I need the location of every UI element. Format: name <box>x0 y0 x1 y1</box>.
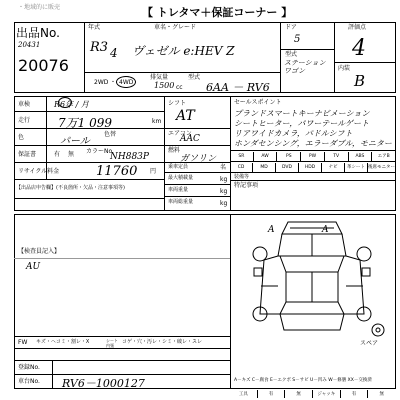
mileage-label: 走行 <box>18 117 31 124</box>
selling-point-line: リアワイドカメラ，パドルシフト <box>234 129 353 138</box>
type-code: 6AA － RV6 <box>206 81 270 94</box>
vline <box>280 22 281 92</box>
hline <box>14 348 230 349</box>
drive-4wd: 4WD <box>119 79 134 86</box>
equipment-cell: 革シート <box>344 163 367 172</box>
hline <box>14 360 230 361</box>
equipment-cell: 後席モニター <box>368 165 395 170</box>
equipment-cell: HDD <box>298 163 321 172</box>
total-unit: kg <box>220 200 228 207</box>
vline <box>14 214 15 336</box>
equipment-cell: ABS <box>348 152 372 161</box>
vline <box>52 360 53 388</box>
door-label: ドア <box>285 24 297 31</box>
equipment-cell: MD <box>252 163 275 172</box>
inspection-circle <box>58 97 72 108</box>
equipment-cell: AW <box>253 152 277 161</box>
damage-mark: A <box>268 225 275 235</box>
hline <box>14 111 164 112</box>
equipment-cell: エアB <box>371 152 395 161</box>
vline <box>84 22 85 92</box>
interior-label: 内装 <box>338 65 351 72</box>
capacity-label: 乗車定員 <box>168 164 189 170</box>
notes-title: 特記事項 <box>234 182 259 189</box>
total-label: 車両総重量 <box>168 199 194 205</box>
car-month: 4 <box>110 46 118 60</box>
lot-label: 出品No. <box>16 26 60 40</box>
registration-label: 登録No. <box>18 364 40 371</box>
fw-label: FW <box>18 339 28 346</box>
vline <box>395 22 396 92</box>
car-outline <box>253 222 384 336</box>
chassis-no-label: 車台No. <box>18 378 40 385</box>
hline <box>14 210 396 211</box>
tools-cell: 有 <box>340 390 368 398</box>
grade-label: 評価点 <box>348 24 367 31</box>
hline <box>280 49 334 50</box>
hline <box>164 196 230 197</box>
ac-value: AAC <box>180 134 200 144</box>
vline <box>334 22 335 92</box>
color-code-label: カラーNo. <box>86 148 114 155</box>
selling-point-line: ホンダセンシング，エラーダブル，モニター <box>234 139 392 148</box>
equipment-row-1 <box>230 152 395 161</box>
tools-cell: 無 <box>284 390 312 398</box>
warranty-no: 無 <box>68 151 75 158</box>
inspector-hline <box>14 258 230 259</box>
vline <box>14 336 15 388</box>
spare-label: スペア <box>360 340 379 347</box>
km-unit: km <box>152 118 162 125</box>
yen-unit: 円 <box>150 168 157 175</box>
inspection-value: R6年 / 月 <box>54 100 89 109</box>
car-model: ヴェゼル e:HEV Z <box>132 44 235 58</box>
fuel-value: ガソリン <box>180 154 217 164</box>
recycle-label: リサイクル料金 <box>18 168 60 175</box>
load-unit: kg <box>220 176 228 183</box>
interior-grade: B <box>354 72 366 90</box>
seat-options: コゲ・穴・汚レ・シミ・破レ・スレ <box>122 339 203 345</box>
chassis-no-value: RV6－1000127 <box>62 377 145 390</box>
hline <box>14 22 396 23</box>
hline <box>230 161 395 162</box>
inspector-title: 【検査員記入】 <box>18 248 61 255</box>
chassis-label: 型式 <box>285 51 298 58</box>
selling-point-line: プランドスマートキーナビメーション <box>234 109 370 118</box>
shift-label: シフト <box>168 100 187 107</box>
displacement-label: 排気量 <box>150 74 169 81</box>
tools-cell: 有 <box>257 390 285 398</box>
cc-unit: cc <box>176 84 183 91</box>
chassis-text: ステーション ワゴン <box>284 59 326 75</box>
notes-label: 装備等 <box>234 174 250 180</box>
lot-sub-id: 20431 <box>18 41 41 49</box>
equipment-cell: SR <box>238 154 245 159</box>
hline <box>334 62 395 63</box>
warranty-yes: 有 <box>54 151 61 158</box>
banner-title: 【 トレタマ＋保証コーナー 】 <box>142 6 293 19</box>
equipment-cell: PS <box>276 152 300 161</box>
equipment-cell: DVD <box>275 163 298 172</box>
damage-legend: A－キズ C－腐食 E－エクボ S－サビ U－凹み W－修膳 XX－交換済 <box>234 378 372 383</box>
color-value: パール <box>60 136 90 147</box>
hline <box>14 179 164 180</box>
warranty-label: 保証書 <box>18 151 37 158</box>
inspector-note: AU <box>26 262 41 272</box>
vline <box>14 96 15 210</box>
year-label: 年式 <box>88 24 101 31</box>
car-damage-diagram <box>230 214 395 338</box>
hline <box>164 128 230 129</box>
selling-point-line: シートヒーター，パワーテールゲート <box>234 119 370 128</box>
selling-points-label: セールスポイント <box>234 99 282 106</box>
weight-label: 車両重量 <box>168 187 189 193</box>
hline <box>164 172 230 173</box>
drive-2wd: 2WD <box>94 79 109 86</box>
hline <box>230 172 395 173</box>
hline <box>84 72 280 73</box>
seat-label: シート 内張 <box>106 338 118 348</box>
vline <box>164 96 165 210</box>
color-code-value: NH883P <box>110 152 149 162</box>
hline <box>14 336 230 337</box>
hline <box>164 145 230 146</box>
equipment-cell: CD <box>237 165 245 170</box>
fw-options: キズ・ヘコミ・割レ・X <box>36 339 90 345</box>
name-label: 車名・グレード <box>154 24 197 31</box>
hline <box>164 184 230 185</box>
tools-cell: 工具 <box>238 392 248 397</box>
displacement-value: 1500 <box>154 81 175 90</box>
tools-cell: ジャッキ <box>312 390 340 398</box>
equipment-cell: ナビ <box>321 163 344 172</box>
mileage-value: 7万1 099 <box>58 116 112 130</box>
door-value: 5 <box>294 34 301 45</box>
inspection-label: 車検 <box>18 101 31 108</box>
grade-value: 4 <box>352 36 366 61</box>
load-label: 最大積載量 <box>168 175 194 181</box>
weight-unit: kg <box>220 188 228 195</box>
damage-mark: A <box>322 225 329 235</box>
hline <box>230 150 395 151</box>
color-change-label: 色替 <box>104 131 117 138</box>
equipment-cell: PW <box>300 152 324 161</box>
recycle-value: 11760 <box>96 164 138 179</box>
sheet <box>4 4 396 396</box>
type-label: 型式 <box>188 74 201 81</box>
shift-value: AT <box>176 108 195 124</box>
hline <box>230 180 395 181</box>
ac-label: エアコン <box>168 130 192 137</box>
vline <box>395 96 396 210</box>
equipment-cell: TV <box>324 152 348 161</box>
hline <box>14 162 164 163</box>
fuel-label: 燃料 <box>168 147 181 154</box>
vline <box>46 96 47 179</box>
equipment-row-2 <box>230 163 395 172</box>
hline <box>14 198 164 199</box>
drive-sep: ・ <box>110 79 117 86</box>
vline <box>14 22 15 92</box>
faded-top-text: ・地域的に販売 <box>18 4 61 11</box>
car-year: R3 <box>90 40 109 55</box>
hline <box>14 92 396 93</box>
capacity-unit: 名 <box>220 164 227 171</box>
hline <box>230 388 395 389</box>
color-label: 色 <box>18 134 25 141</box>
hline <box>14 96 396 97</box>
lot-number: 20076 <box>18 56 69 75</box>
tools-cell: 無 <box>367 390 395 398</box>
vline <box>395 214 396 388</box>
tools-row <box>230 390 395 398</box>
exhibit-label: 【出品店申告欄】(不良箇所・欠品・注意事項等) <box>16 185 125 191</box>
